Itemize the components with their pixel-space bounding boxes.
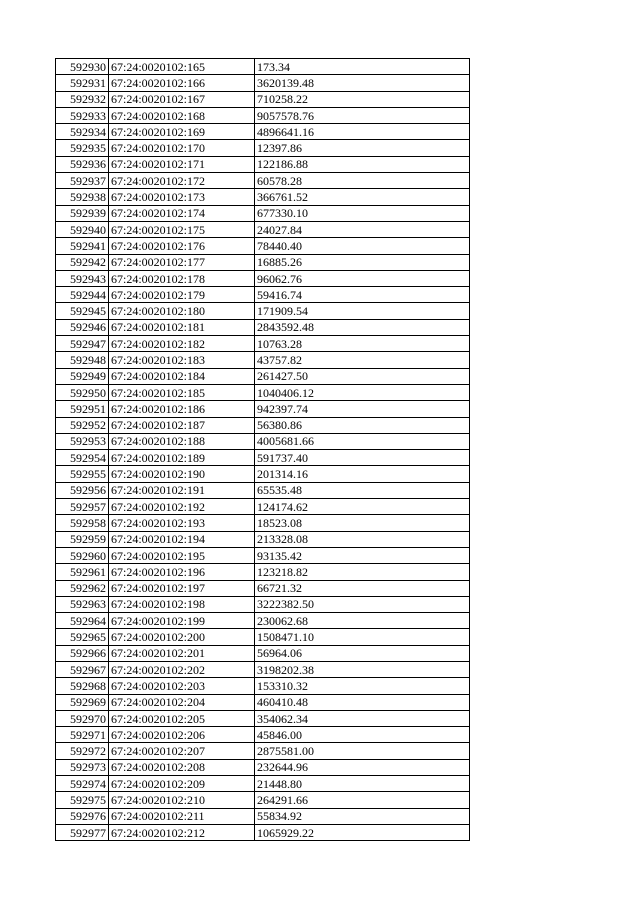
row-number-cell: 592947 <box>56 336 109 352</box>
table-row <box>56 547 470 563</box>
value-cell: 1065929.22 <box>255 824 470 840</box>
row-number-cell: 592959 <box>56 531 109 547</box>
cadastral-number-cell: 67:24:0020102:203 <box>109 678 255 694</box>
cadastral-number-cell: 67:24:0020102:185 <box>109 384 255 400</box>
table-row <box>56 466 470 482</box>
table-row <box>56 808 470 824</box>
table-row <box>56 629 470 645</box>
table-row <box>56 499 470 515</box>
row-number-cell: 592932 <box>56 91 109 107</box>
cadastral-number-cell: 67:24:0020102:179 <box>109 287 255 303</box>
row-number-cell: 592960 <box>56 547 109 563</box>
table-row <box>56 743 470 759</box>
cadastral-number-cell: 67:24:0020102:178 <box>109 270 255 286</box>
value-cell: 66721.32 <box>255 580 470 596</box>
row-number-cell: 592952 <box>56 417 109 433</box>
row-number-cell: 592941 <box>56 238 109 254</box>
cadastral-number-cell: 67:24:0020102:171 <box>109 156 255 172</box>
cadastral-number-cell: 67:24:0020102:175 <box>109 221 255 237</box>
table-row <box>56 613 470 629</box>
table-row <box>56 221 470 237</box>
table-row <box>56 564 470 580</box>
cadastral-number-cell: 67:24:0020102:187 <box>109 417 255 433</box>
value-cell: 12397.86 <box>255 140 470 156</box>
value-cell: 264291.66 <box>255 792 470 808</box>
value-cell: 4005681.66 <box>255 433 470 449</box>
value-cell: 2875581.00 <box>255 743 470 759</box>
table-row <box>56 450 470 466</box>
value-cell: 201314.16 <box>255 466 470 482</box>
cadastral-number-cell: 67:24:0020102:200 <box>109 629 255 645</box>
row-number-cell: 592940 <box>56 221 109 237</box>
cadastral-number-cell: 67:24:0020102:199 <box>109 613 255 629</box>
table-row <box>56 173 470 189</box>
table-row <box>56 156 470 172</box>
table-row <box>56 91 470 107</box>
row-number-cell: 592972 <box>56 743 109 759</box>
row-number-cell: 592971 <box>56 727 109 743</box>
table-row <box>56 140 470 156</box>
row-number-cell: 592939 <box>56 205 109 221</box>
value-cell: 2843592.48 <box>255 319 470 335</box>
value-cell: 3620139.48 <box>255 75 470 91</box>
cadastral-number-cell: 67:24:0020102:169 <box>109 124 255 140</box>
cadastral-number-cell: 67:24:0020102:186 <box>109 401 255 417</box>
table-row <box>56 515 470 531</box>
cadastral-number-cell: 67:24:0020102:172 <box>109 173 255 189</box>
table-row <box>56 124 470 140</box>
row-number-cell: 592953 <box>56 433 109 449</box>
value-cell: 122186.88 <box>255 156 470 172</box>
cadastral-number-cell: 67:24:0020102:183 <box>109 352 255 368</box>
row-number-cell: 592938 <box>56 189 109 205</box>
cadastral-number-cell: 67:24:0020102:212 <box>109 824 255 840</box>
table-row <box>56 287 470 303</box>
row-number-cell: 592961 <box>56 564 109 580</box>
value-cell: 56964.06 <box>255 645 470 661</box>
row-number-cell: 592950 <box>56 384 109 400</box>
cadastral-number-cell: 67:24:0020102:176 <box>109 238 255 254</box>
cadastral-number-cell: 67:24:0020102:190 <box>109 466 255 482</box>
table-row <box>56 776 470 792</box>
cadastral-number-cell: 67:24:0020102:206 <box>109 727 255 743</box>
value-cell: 1040406.12 <box>255 384 470 400</box>
table-row <box>56 189 470 205</box>
table-row <box>56 238 470 254</box>
cadastral-number-cell: 67:24:0020102:211 <box>109 808 255 824</box>
value-cell: 78440.40 <box>255 238 470 254</box>
value-cell: 3198202.38 <box>255 661 470 677</box>
table-row <box>56 336 470 352</box>
table-row <box>56 384 470 400</box>
row-number-cell: 592951 <box>56 401 109 417</box>
value-cell: 173.34 <box>255 59 470 75</box>
row-number-cell: 592937 <box>56 173 109 189</box>
cadastral-number-cell: 67:24:0020102:177 <box>109 254 255 270</box>
value-cell: 43757.82 <box>255 352 470 368</box>
table-row <box>56 710 470 726</box>
row-number-cell: 592934 <box>56 124 109 140</box>
value-cell: 171909.54 <box>255 303 470 319</box>
cadastral-number-cell: 67:24:0020102:210 <box>109 792 255 808</box>
row-number-cell: 592963 <box>56 596 109 612</box>
value-cell: 1508471.10 <box>255 629 470 645</box>
cadastral-number-cell: 67:24:0020102:197 <box>109 580 255 596</box>
cadastral-number-cell: 67:24:0020102:198 <box>109 596 255 612</box>
value-cell: 460410.48 <box>255 694 470 710</box>
cadastral-number-cell: 67:24:0020102:166 <box>109 75 255 91</box>
table-row <box>56 270 470 286</box>
cadastral-number-cell: 67:24:0020102:207 <box>109 743 255 759</box>
value-cell: 354062.34 <box>255 710 470 726</box>
cadastral-number-cell: 67:24:0020102:167 <box>109 91 255 107</box>
table-row <box>56 59 470 75</box>
table-row <box>56 531 470 547</box>
table-row <box>56 303 470 319</box>
row-number-cell: 592956 <box>56 482 109 498</box>
value-cell: 10763.28 <box>255 336 470 352</box>
row-number-cell: 592962 <box>56 580 109 596</box>
row-number-cell: 592976 <box>56 808 109 824</box>
value-cell: 366761.52 <box>255 189 470 205</box>
table-row <box>56 107 470 123</box>
value-cell: 16885.26 <box>255 254 470 270</box>
row-number-cell: 592964 <box>56 613 109 629</box>
value-cell: 230062.68 <box>255 613 470 629</box>
value-cell: 21448.80 <box>255 776 470 792</box>
row-number-cell: 592943 <box>56 270 109 286</box>
value-cell: 710258.22 <box>255 91 470 107</box>
row-number-cell: 592936 <box>56 156 109 172</box>
table-row <box>56 792 470 808</box>
cadastral-number-cell: 67:24:0020102:193 <box>109 515 255 531</box>
table-row <box>56 645 470 661</box>
row-number-cell: 592931 <box>56 75 109 91</box>
cadastral-number-cell: 67:24:0020102:196 <box>109 564 255 580</box>
table-row <box>56 433 470 449</box>
table-row <box>56 759 470 775</box>
table-row <box>56 482 470 498</box>
table-row <box>56 254 470 270</box>
cadastral-number-cell: 67:24:0020102:180 <box>109 303 255 319</box>
value-cell: 59416.74 <box>255 287 470 303</box>
cadastral-number-cell: 67:24:0020102:192 <box>109 499 255 515</box>
row-number-cell: 592975 <box>56 792 109 808</box>
cadastral-number-cell: 67:24:0020102:165 <box>109 59 255 75</box>
row-number-cell: 592973 <box>56 759 109 775</box>
value-cell: 65535.48 <box>255 482 470 498</box>
value-cell: 60578.28 <box>255 173 470 189</box>
data-table <box>55 58 470 841</box>
row-number-cell: 592946 <box>56 319 109 335</box>
value-cell: 18523.08 <box>255 515 470 531</box>
row-number-cell: 592954 <box>56 450 109 466</box>
value-cell: 55834.92 <box>255 808 470 824</box>
row-number-cell: 592942 <box>56 254 109 270</box>
row-number-cell: 592949 <box>56 368 109 384</box>
cadastral-number-cell: 67:24:0020102:173 <box>109 189 255 205</box>
cadastral-number-cell: 67:24:0020102:189 <box>109 450 255 466</box>
value-cell: 4896641.16 <box>255 124 470 140</box>
row-number-cell: 592944 <box>56 287 109 303</box>
row-number-cell: 592955 <box>56 466 109 482</box>
table-row <box>56 661 470 677</box>
value-cell: 213328.08 <box>255 531 470 547</box>
row-number-cell: 592957 <box>56 499 109 515</box>
cadastral-number-cell: 67:24:0020102:174 <box>109 205 255 221</box>
table-row <box>56 417 470 433</box>
table-row <box>56 678 470 694</box>
cadastral-number-cell: 67:24:0020102:188 <box>109 433 255 449</box>
row-number-cell: 592966 <box>56 645 109 661</box>
value-cell: 45846.00 <box>255 727 470 743</box>
table-row <box>56 694 470 710</box>
value-cell: 591737.40 <box>255 450 470 466</box>
table-row <box>56 596 470 612</box>
cadastral-number-cell: 67:24:0020102:170 <box>109 140 255 156</box>
row-number-cell: 592970 <box>56 710 109 726</box>
cadastral-number-cell: 67:24:0020102:204 <box>109 694 255 710</box>
value-cell: 93135.42 <box>255 547 470 563</box>
value-cell: 123218.82 <box>255 564 470 580</box>
row-number-cell: 592974 <box>56 776 109 792</box>
value-cell: 96062.76 <box>255 270 470 286</box>
cadastral-number-cell: 67:24:0020102:168 <box>109 107 255 123</box>
cadastral-number-cell: 67:24:0020102:194 <box>109 531 255 547</box>
row-number-cell: 592977 <box>56 824 109 840</box>
cadastral-number-cell: 67:24:0020102:195 <box>109 547 255 563</box>
cadastral-number-cell: 67:24:0020102:201 <box>109 645 255 661</box>
row-number-cell: 592958 <box>56 515 109 531</box>
row-number-cell: 592933 <box>56 107 109 123</box>
table-row <box>56 727 470 743</box>
table-row <box>56 319 470 335</box>
table-row <box>56 580 470 596</box>
value-cell: 153310.32 <box>255 678 470 694</box>
value-cell: 3222382.50 <box>255 596 470 612</box>
cadastral-number-cell: 67:24:0020102:209 <box>109 776 255 792</box>
table-row <box>56 824 470 840</box>
table-row <box>56 75 470 91</box>
table-row <box>56 352 470 368</box>
table-body <box>56 59 470 841</box>
cadastral-number-cell: 67:24:0020102:181 <box>109 319 255 335</box>
table-row <box>56 368 470 384</box>
value-cell: 56380.86 <box>255 417 470 433</box>
cadastral-number-cell: 67:24:0020102:202 <box>109 661 255 677</box>
cadastral-number-cell: 67:24:0020102:191 <box>109 482 255 498</box>
row-number-cell: 592945 <box>56 303 109 319</box>
row-number-cell: 592968 <box>56 678 109 694</box>
value-cell: 677330.10 <box>255 205 470 221</box>
table-row <box>56 401 470 417</box>
value-cell: 942397.74 <box>255 401 470 417</box>
value-cell: 24027.84 <box>255 221 470 237</box>
table-row <box>56 205 470 221</box>
row-number-cell: 592948 <box>56 352 109 368</box>
row-number-cell: 592930 <box>56 59 109 75</box>
value-cell: 9057578.76 <box>255 107 470 123</box>
cadastral-number-cell: 67:24:0020102:205 <box>109 710 255 726</box>
value-cell: 124174.62 <box>255 499 470 515</box>
cadastral-number-cell: 67:24:0020102:182 <box>109 336 255 352</box>
row-number-cell: 592969 <box>56 694 109 710</box>
value-cell: 261427.50 <box>255 368 470 384</box>
row-number-cell: 592935 <box>56 140 109 156</box>
cadastral-number-cell: 67:24:0020102:184 <box>109 368 255 384</box>
row-number-cell: 592967 <box>56 661 109 677</box>
cadastral-number-cell: 67:24:0020102:208 <box>109 759 255 775</box>
row-number-cell: 592965 <box>56 629 109 645</box>
value-cell: 232644.96 <box>255 759 470 775</box>
